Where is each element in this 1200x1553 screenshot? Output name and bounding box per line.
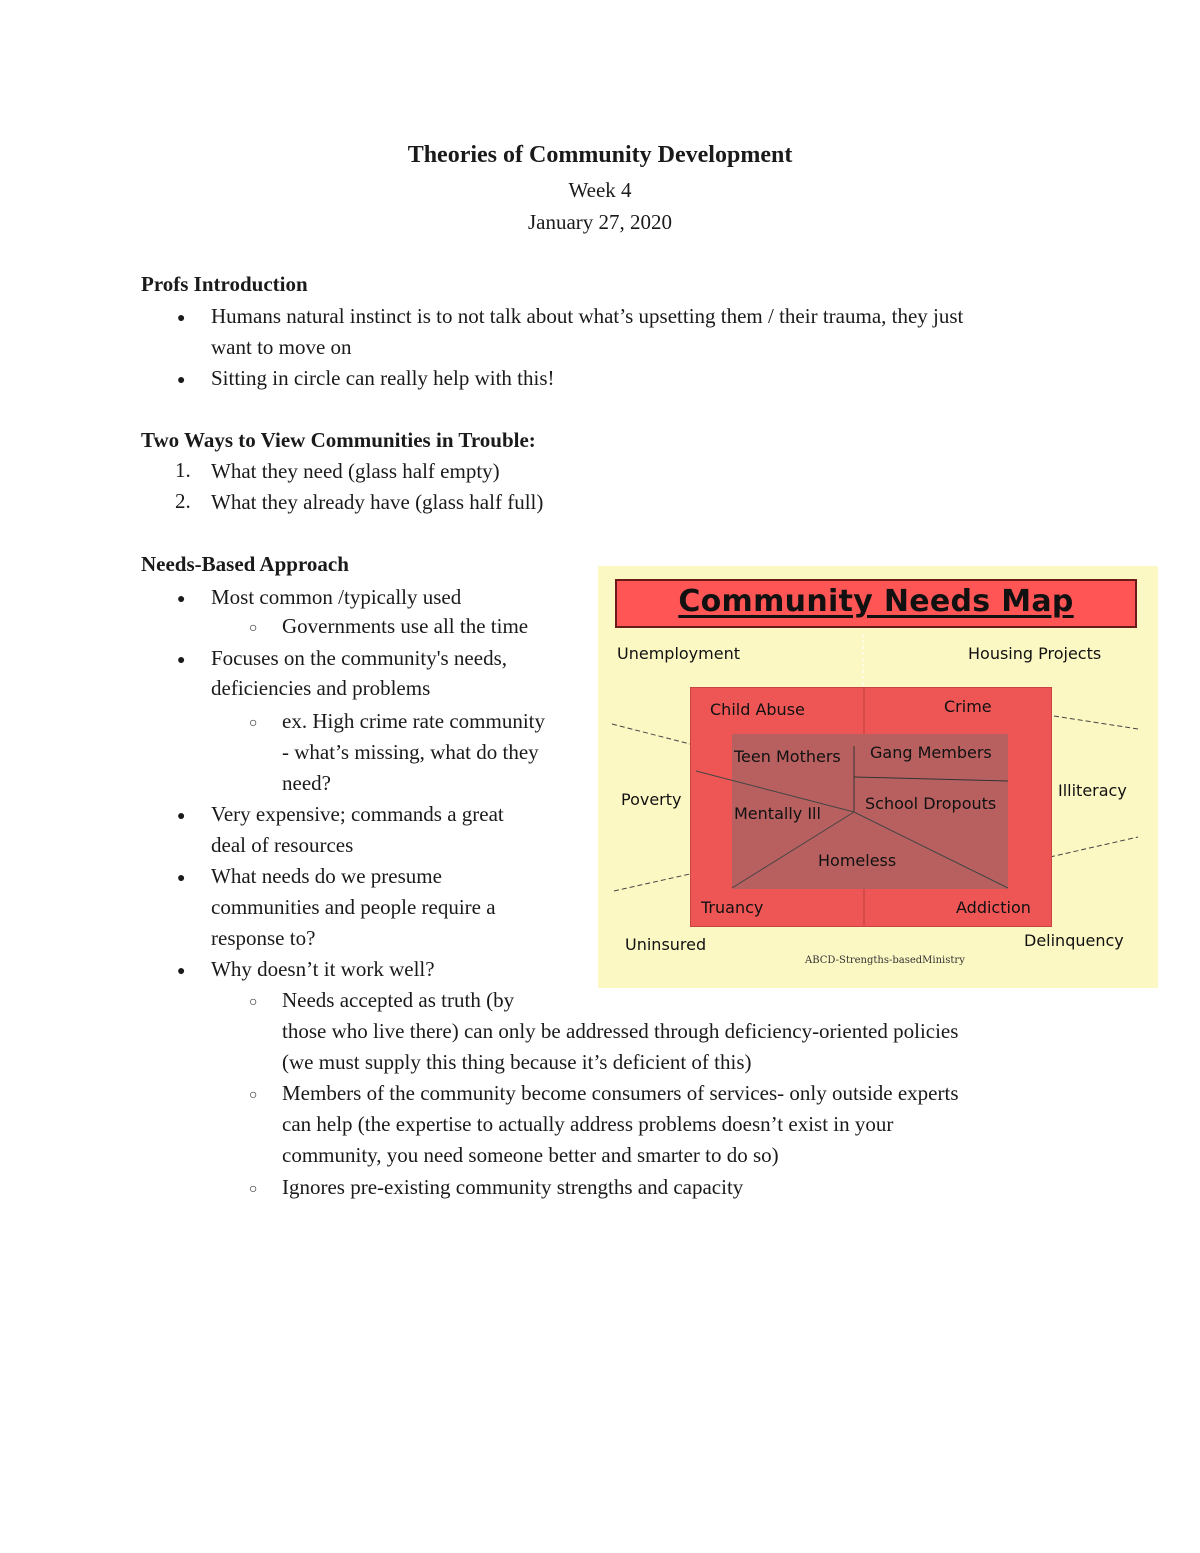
list-item: Why doesn’t it work well? bbox=[211, 957, 435, 981]
list-item-continuation: communities and people require a bbox=[211, 895, 496, 919]
bullet-marker: ● bbox=[177, 653, 186, 668]
sub-list-item-continuation: can help (the expertise to actually address problems doesn’t exist in your bbox=[282, 1112, 894, 1136]
numbered-item: What they need (glass half empty) bbox=[211, 459, 500, 483]
list-number: 1. bbox=[175, 458, 191, 482]
page-title: Theories of Community Development bbox=[407, 142, 793, 168]
label-gang-members: Gang Members bbox=[870, 743, 992, 762]
label-crime: Crime bbox=[944, 697, 992, 716]
sub-list-item-continuation: (we must supply this thing because it’s deficient of this) bbox=[282, 1050, 752, 1074]
community-needs-map-figure bbox=[598, 566, 1158, 988]
bullet-marker: ● bbox=[177, 871, 186, 886]
sub-list-item-continuation: - what’s missing, what do they bbox=[282, 740, 539, 764]
sub-bullet-marker: ○ bbox=[249, 995, 258, 1010]
label-uninsured: Uninsured bbox=[625, 935, 707, 954]
sub-bullet-marker: ○ bbox=[249, 1088, 258, 1103]
list-item: Most common /typically used bbox=[211, 585, 462, 609]
list-item: Very expensive; commands a great bbox=[211, 802, 504, 826]
label-housing-projects: Housing Projects bbox=[968, 644, 1102, 663]
bullet-marker: ● bbox=[177, 809, 186, 824]
label-teen-mothers: Teen Mothers bbox=[734, 747, 841, 766]
label-school-dropouts: School Dropouts bbox=[865, 794, 997, 813]
bullet-marker: ● bbox=[177, 311, 186, 326]
sub-list-item-continuation: community, you need someone better and smarter to do so) bbox=[282, 1143, 779, 1167]
sub-list-item: Governments use all the time bbox=[282, 614, 529, 638]
sub-bullet-marker: ○ bbox=[249, 716, 258, 731]
section-heading-needs-based: Needs-Based Approach bbox=[141, 552, 349, 576]
bullet-marker: ● bbox=[177, 373, 186, 388]
numbered-item: What they already have (glass half full) bbox=[211, 490, 544, 514]
list-number: 2. bbox=[175, 489, 191, 513]
list-item: What needs do we presume bbox=[211, 864, 442, 888]
bullet-marker: ● bbox=[177, 964, 186, 979]
sub-bullet-marker: ○ bbox=[249, 621, 258, 636]
figure-credit: ABCD-Strengths-basedMinistry bbox=[805, 955, 965, 966]
sub-list-item: Ignores pre-existing community strengths and capacity bbox=[282, 1175, 744, 1199]
figure-title: Community Needs Map bbox=[678, 584, 1074, 619]
list-item-continuation: deal of resources bbox=[211, 833, 354, 857]
label-homeless: Homeless bbox=[818, 851, 897, 870]
list-item: Sitting in circle can really help with this! bbox=[211, 366, 555, 390]
label-unemployment: Unemployment bbox=[617, 644, 740, 663]
label-addiction: Addiction bbox=[956, 898, 1031, 917]
sub-bullet-marker: ○ bbox=[249, 1182, 258, 1197]
list-item-continuation: deficiencies and problems bbox=[211, 676, 431, 700]
list-item: Focuses on the community's needs, bbox=[211, 646, 507, 670]
figure-divider-lines bbox=[598, 566, 1158, 988]
section-heading-two-ways: Two Ways to View Communities in Trouble: bbox=[141, 428, 536, 452]
list-item-continuation: want to move on bbox=[211, 335, 352, 359]
week-label: Week 4 bbox=[568, 178, 632, 202]
label-illiteracy: Illiteracy bbox=[1058, 781, 1127, 800]
sub-list-item-continuation: those who live there) can only be addressed through deficiency-oriented policies bbox=[282, 1019, 959, 1043]
list-item: Humans natural instinct is to not talk about what’s upsetting them / their trauma, they just bbox=[211, 304, 964, 328]
sub-list-item: ex. High crime rate community bbox=[282, 709, 546, 733]
bullet-marker: ● bbox=[177, 592, 186, 607]
sub-list-item-continuation: need? bbox=[282, 771, 331, 795]
label-mentally-ill: Mentally Ill bbox=[734, 804, 821, 823]
section-heading-profs-intro: Profs Introduction bbox=[141, 272, 308, 296]
label-delinquency: Delinquency bbox=[1024, 931, 1124, 950]
sub-list-item: Needs accepted as truth (by bbox=[282, 988, 515, 1012]
list-item-continuation: response to? bbox=[211, 926, 316, 950]
label-truancy: Truancy bbox=[701, 898, 764, 917]
label-child-abuse: Child Abuse bbox=[710, 700, 805, 719]
sub-list-item: Members of the community become consumers of services- only outside experts bbox=[282, 1081, 959, 1105]
label-poverty: Poverty bbox=[621, 790, 682, 809]
date-label: January 27, 2020 bbox=[527, 210, 673, 234]
